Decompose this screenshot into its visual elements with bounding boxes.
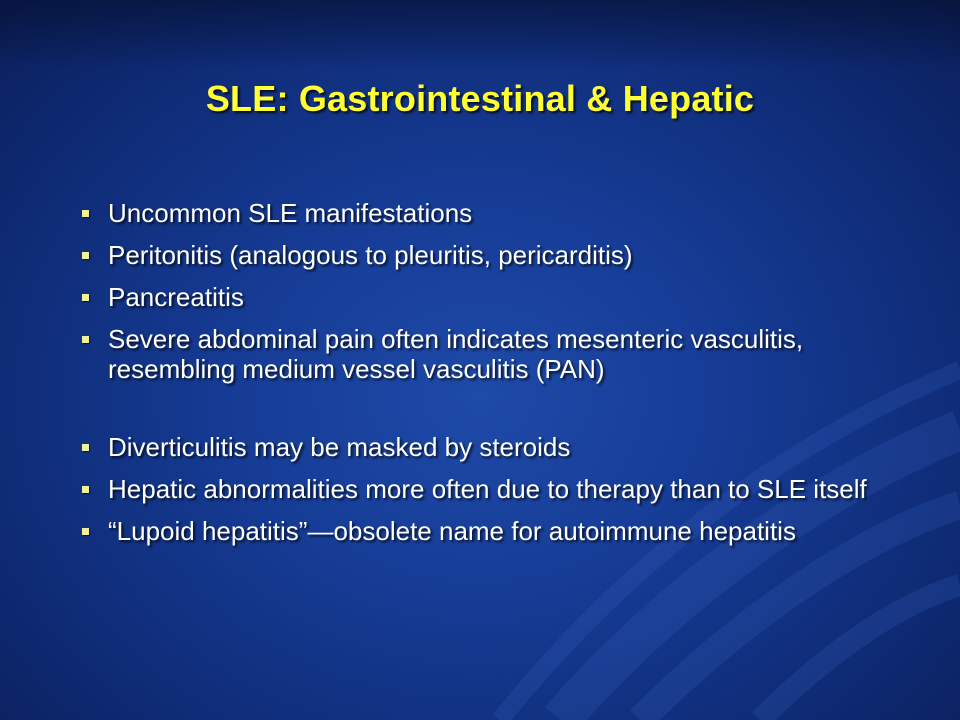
slide-title: SLE: Gastrointestinal & Hepatic: [205, 78, 755, 119]
list-item: [78, 474, 918, 504]
bullet-text: “Lupoid hepatitis”—obsolete name for autoimmune hepatitis: [108, 516, 796, 546]
small-square-bullet-icon: [82, 210, 89, 217]
small-square-bullet-icon: [82, 528, 89, 535]
list-item: [78, 240, 918, 270]
list-item: [78, 324, 918, 384]
small-square-bullet-icon: [82, 252, 89, 259]
bullet-text: Hepatic abnormalities more often due to therapy than to SLE itself: [108, 474, 867, 504]
small-square-bullet-icon: [82, 486, 89, 493]
list-item: [78, 516, 918, 546]
bullet-text: Diverticulitis may be masked by steroids: [108, 432, 571, 462]
bullet-text: Pancreatitis: [108, 282, 244, 312]
bullet-text: Peritonitis (analogous to pleuritis, pericarditis): [108, 240, 633, 270]
list-item: [78, 198, 918, 228]
bullet-text: Severe abdominal pain often indicates mesenteric vasculitis, resembling medium vessel vasculitis (PAN): [108, 324, 804, 384]
bullet-list: [78, 198, 918, 558]
bullet-text: Uncommon SLE manifestations: [108, 198, 473, 228]
small-square-bullet-icon: [82, 336, 89, 343]
list-item: [78, 432, 918, 462]
list-item: [78, 282, 918, 312]
small-square-bullet-icon: [82, 444, 89, 451]
small-square-bullet-icon: [82, 294, 89, 301]
